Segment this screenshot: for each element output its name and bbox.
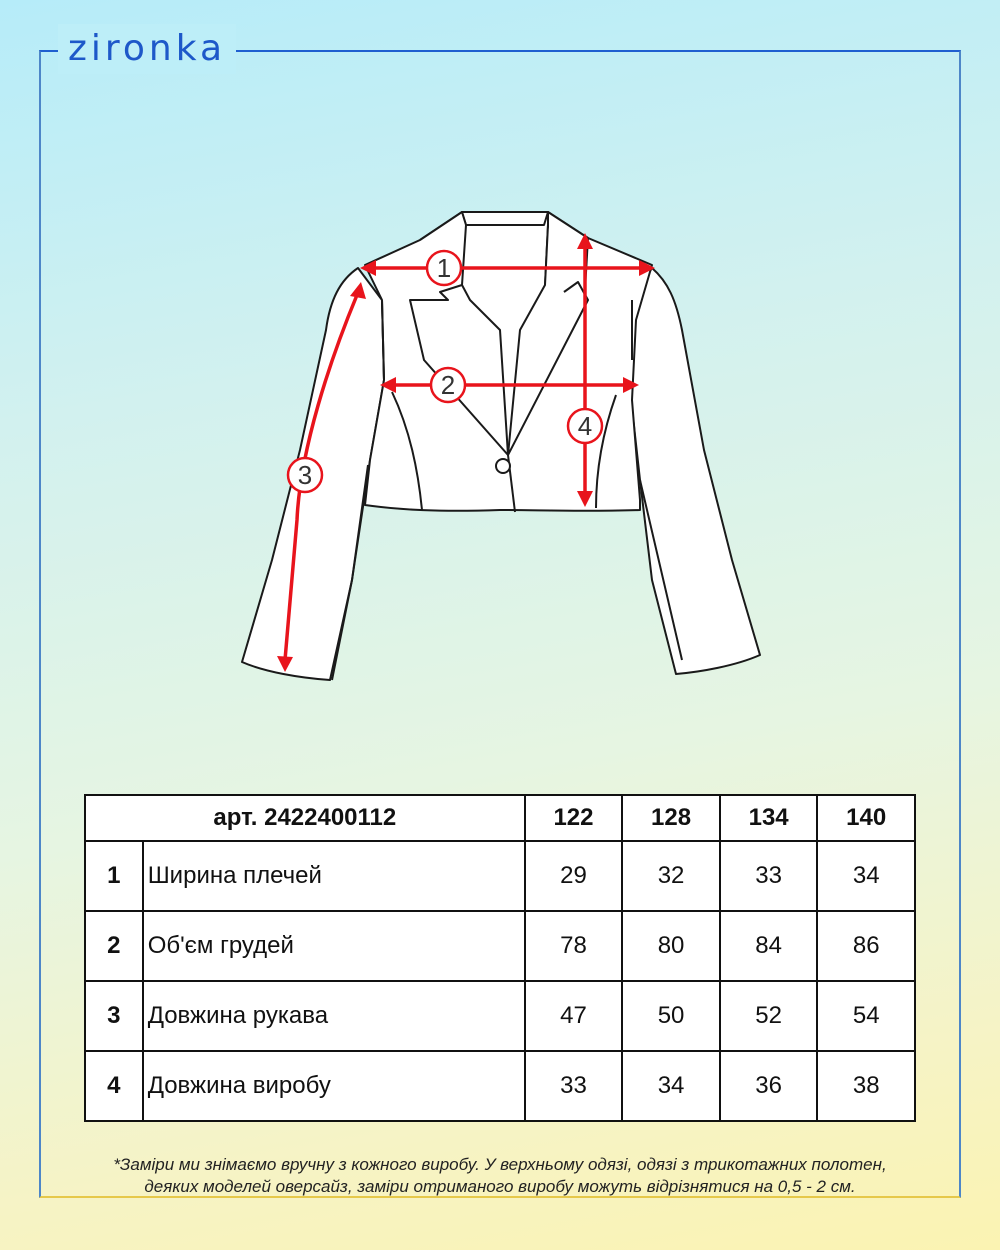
table-cell: 34 bbox=[622, 1051, 720, 1121]
measurement-label: Ширина плечей bbox=[143, 841, 525, 911]
marker-3 bbox=[288, 458, 322, 492]
table-cell: 84 bbox=[720, 911, 818, 981]
table-cell: 80 bbox=[622, 911, 720, 981]
brand-logo: zironka bbox=[58, 24, 236, 74]
article-number: арт. 2422400112 bbox=[85, 795, 525, 841]
table-cell: 54 bbox=[817, 981, 915, 1051]
table-cell: 50 bbox=[622, 981, 720, 1051]
row-number: 4 bbox=[85, 1051, 143, 1121]
footnote-line: *Заміри ми знімаємо вручну з кожного виробу. У верхньому одязі, одязі з трикотажних полотен, bbox=[113, 1155, 887, 1174]
table-cell: 29 bbox=[525, 841, 623, 911]
size-header: 140 bbox=[817, 795, 915, 841]
footnote-line: деяких моделей оверсайз, заміри отриманого виробу можуть відрізнятися на 0,5 - 2 см. bbox=[144, 1177, 856, 1196]
table-cell: 32 bbox=[622, 841, 720, 911]
table-cell: 78 bbox=[525, 911, 623, 981]
table-cell: 33 bbox=[525, 1051, 623, 1121]
row-number: 2 bbox=[85, 911, 143, 981]
button bbox=[496, 459, 510, 473]
marker-2-label: 2 bbox=[440, 370, 456, 400]
marker-4 bbox=[568, 409, 602, 443]
measurement-label: Довжина рукава bbox=[143, 981, 525, 1051]
row-number: 1 bbox=[85, 841, 143, 911]
row-number: 3 bbox=[85, 981, 143, 1051]
measurement-label: Довжина виробу bbox=[143, 1051, 525, 1121]
table-row bbox=[85, 981, 915, 1051]
table-cell: 52 bbox=[720, 981, 818, 1051]
right-sleeve bbox=[630, 268, 760, 674]
table-cell: 34 bbox=[817, 841, 915, 911]
marker-2 bbox=[431, 368, 465, 402]
size-header: 122 bbox=[525, 795, 623, 841]
size-header: 134 bbox=[720, 795, 818, 841]
marker-1-label: 1 bbox=[436, 253, 452, 283]
table-row bbox=[85, 1051, 915, 1121]
footnote bbox=[40, 1154, 960, 1198]
table-header-row bbox=[85, 795, 915, 841]
size-header: 128 bbox=[622, 795, 720, 841]
table-row bbox=[85, 911, 915, 981]
table-row bbox=[85, 841, 915, 911]
measurement-label: Об'єм грудей bbox=[143, 911, 525, 981]
table-cell: 33 bbox=[720, 841, 818, 911]
size-table bbox=[84, 794, 916, 1122]
table-cell: 36 bbox=[720, 1051, 818, 1121]
marker-1 bbox=[427, 251, 461, 285]
table-cell: 47 bbox=[525, 981, 623, 1051]
marker-4-label: 4 bbox=[577, 411, 593, 441]
marker-3-label: 3 bbox=[297, 460, 313, 490]
table-cell: 38 bbox=[817, 1051, 915, 1121]
table-cell: 86 bbox=[817, 911, 915, 981]
